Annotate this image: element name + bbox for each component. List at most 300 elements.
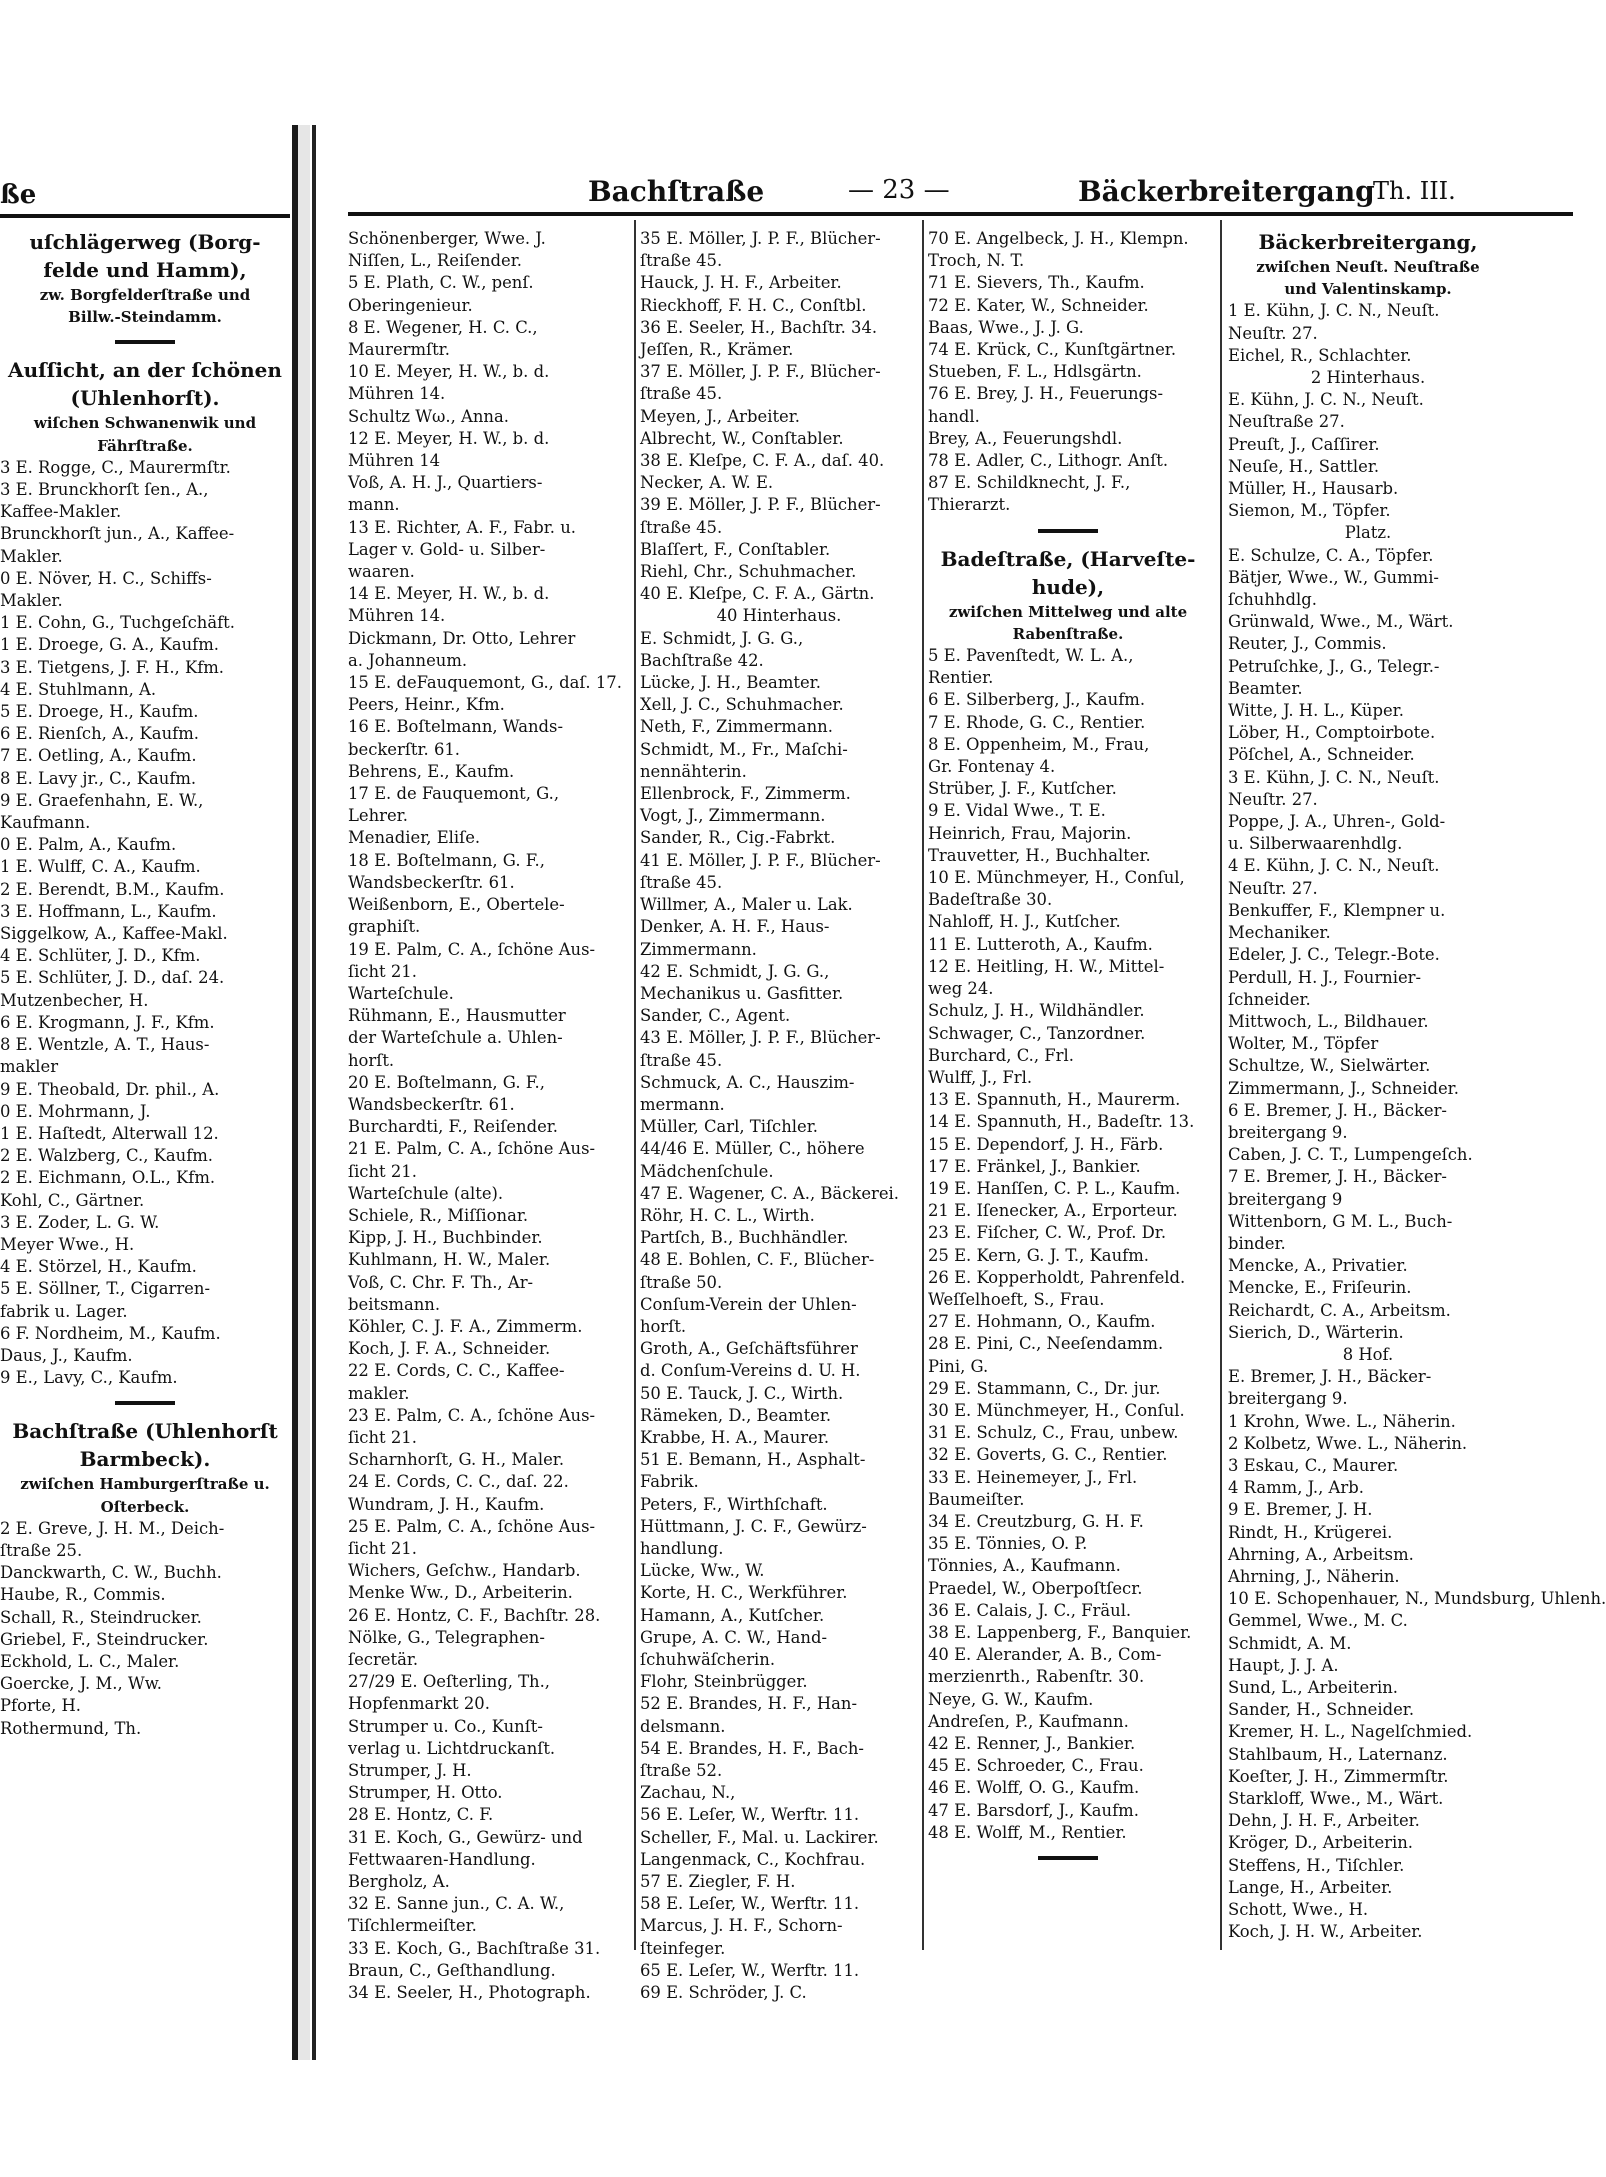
entry-line: 34 E. Creutzburg, G. H. F.: [928, 1511, 1144, 1531]
entry-line: Rämeken, D., Beamter.: [640, 1405, 832, 1425]
entry-line: Siggelkow, A., Kaffee-Makl.: [0, 924, 228, 944]
entry-line: 3 E. Hoffmann, L., Kaufm.: [0, 901, 217, 921]
entry-line: Dehn, J. H. F., Arbeiter.: [1228, 1811, 1420, 1831]
entry-line: Nölke, G., Telegraphen-: [348, 1627, 545, 1647]
entry-line: Köhler, C. J. F. A., Zimmerm.: [348, 1316, 583, 1336]
entry-line: Oberingenieur.: [348, 295, 473, 315]
entry-line: Pini, G.: [928, 1356, 989, 1376]
entry-line: 1 E. Droege, G. A., Kaufm.: [0, 635, 219, 655]
entry-line: Wolter, M., Töpfer: [1228, 1034, 1379, 1054]
right-page: [318, 120, 1606, 2060]
entry-line: ſtraße 52.: [640, 1761, 723, 1781]
entry-line: Schultze, W., Sielwärter.: [1228, 1056, 1431, 1076]
entry-line: 26 E. Kopperholdt, Pahrenfeld.: [928, 1267, 1186, 1287]
entry-line: 23 E. Fiſcher, C. W., Prof. Dr.: [928, 1223, 1167, 1243]
entry-line: Ahrning, A., Arbeitsm.: [1228, 1544, 1414, 1564]
entry-line: Kremer, H. L., Nagelſchmied.: [1228, 1722, 1473, 1742]
entry-line: Schiele, R., Miſſionar.: [348, 1205, 529, 1225]
entry-line: Mühren 14.: [348, 606, 446, 626]
entry-line: Mühren 14.: [348, 384, 446, 404]
entry-line: E. Schmidt, J. G. G.,: [640, 628, 804, 648]
entry-line: E. Kühn, J. C. N., Neuſt.: [1228, 390, 1424, 410]
entry-line: Mädchenſchule.: [640, 1161, 774, 1181]
entry-line: Röhr, H. C. L., Wirth.: [640, 1205, 815, 1225]
entry-line: Albrecht, W., Conſtabler.: [640, 428, 844, 448]
entry-line: 9 E. Bremer, J. H.: [1228, 1500, 1373, 1520]
entry-line: Rothermund, Th.: [0, 1718, 142, 1738]
entry-line: Wulff, J., Frl.: [928, 1067, 1033, 1087]
entry-line: 5 E. Söllner, T., Cigarren-: [0, 1279, 210, 1299]
entry-line: 29 E. Stammann, C., Dr. jur.: [928, 1378, 1161, 1398]
street-range: Billw.-Steindamm.: [68, 308, 222, 327]
entry-line: Schultz Wω., Anna.: [348, 406, 509, 426]
entry-line: 58 E. Leſer, W., Werftr. 11.: [640, 1894, 860, 1914]
column-3: [928, 228, 1208, 1872]
street-range: zwiſchen Mittelweg und alte: [948, 602, 1188, 621]
entry-line: 10 E. Münchmeyer, H., Conſul,: [928, 868, 1185, 888]
entry-line: Burchardti, F., Reiſender.: [348, 1117, 559, 1137]
right-page-edge: [312, 125, 316, 2060]
entry-line: Niſſen, L., Reiſender.: [348, 251, 522, 271]
entry-line: Rindt, H., Krügerei.: [1228, 1522, 1393, 1542]
part-tag: Th. III.: [1373, 177, 1456, 205]
entry-line: 21 E. Iſenecker, A., Erporteur.: [928, 1201, 1178, 1221]
entry-line: Hopfenmarkt 20.: [348, 1694, 490, 1714]
entry-line: Bachſtraße 42.: [640, 650, 764, 670]
entry-line: 52 E. Brandes, H. F., Han-: [640, 1694, 858, 1714]
entry-line: 3 E. Zoder, L. G. W.: [0, 1212, 160, 1232]
entry-line: 4 Ramm, J., Arb.: [1228, 1478, 1364, 1498]
entry-line: 19 E. Hanſſen, C. P. L., Kaufm.: [928, 1178, 1181, 1198]
entry-line: handlung.: [640, 1538, 724, 1558]
street-range: wiſchen Schwanenwik und: [33, 414, 257, 433]
entry-line: Fabrik.: [640, 1472, 699, 1492]
street-range: Oſterbeck.: [100, 1497, 190, 1516]
entry-line: Groth, A., Geſchäftsführer: [640, 1339, 858, 1359]
entry-line: 6 E. Rienſch, A., Kaufm.: [0, 724, 199, 744]
entry-line: 15 E. deFauquemont, G., daſ. 17.: [348, 673, 622, 693]
entry-line: Behrens, E., Kaufm.: [348, 761, 515, 781]
page-header: [348, 175, 1573, 209]
entry-line: Siemon, M., Töpfer.: [1228, 501, 1391, 521]
entry-line: Platz.: [1344, 523, 1392, 543]
entry-line: Pöſchel, A., Schneider.: [1228, 745, 1415, 765]
header-rule: [348, 212, 1573, 216]
entry-line: 56 E. Leſer, W., Werftr. 11.: [640, 1805, 860, 1825]
entry-line: Scharnhorſt, G. H., Maler.: [348, 1450, 565, 1470]
entry-line: Müller, Carl, Tiſchler.: [640, 1117, 818, 1137]
entry-line: Blaſſert, F., Conſtabler.: [640, 539, 831, 559]
entry-line: Lange, H., Arbeiter.: [1228, 1877, 1393, 1897]
entry-line: Petruſchke, J., G., Telegr.-: [1228, 656, 1440, 676]
entry-line: 36 E. Seeler, H., Bachſtr. 34.: [640, 317, 878, 337]
entry-line: breitergang 9: [1228, 1189, 1343, 1209]
entry-line: Burchard, C., Frl.: [928, 1045, 1074, 1065]
entry-line: 2 Hinterhaus.: [1310, 368, 1426, 388]
entry-line: Beamter.: [1228, 678, 1303, 698]
entry-line: Marcus, J. H. F., Schorn-: [640, 1916, 843, 1936]
entry-line: d. Conſum-Vereins d. U. H.: [640, 1361, 861, 1381]
entry-line: Stueben, F. L., Hdlsgärtn.: [928, 362, 1142, 382]
entry-line: Conſum-Verein der Uhlen-: [640, 1294, 857, 1314]
entry-line: 37 E. Möller, J. P. F., Blücher-: [640, 362, 881, 382]
entry-line: Weißenborn, E., Obertele-: [348, 895, 565, 915]
entry-line: Lücke, J. H., Beamter.: [640, 673, 821, 693]
entry-line: u. Silberwaarenhdlg.: [1228, 834, 1403, 854]
entry-line: Rühmann, E., Hausmutter: [348, 1006, 566, 1026]
entry-line: ſtraße 45.: [640, 872, 723, 892]
entry-line: Trauvetter, H., Buchhalter.: [928, 845, 1151, 865]
entry-line: 2 E. Berendt, B.M., Kaufm.: [0, 879, 225, 899]
entry-line: 17 E. Fränkel, J., Bankier.: [928, 1156, 1141, 1176]
entry-line: horſt.: [348, 1050, 395, 1070]
entry-line: Sander, R., Cig.-Fabrkt.: [640, 828, 836, 848]
entry-line: 13 E. Richter, A. F., Fabr. u.: [348, 517, 576, 537]
entry-line: Pforte, H.: [0, 1696, 82, 1716]
entry-line: 9 E. Graefenhahn, E. W.,: [0, 790, 204, 810]
entry-line: 26 E. Hontz, C. F., Bachſtr. 28.: [348, 1605, 601, 1625]
entry-line: Schott, Wwe., H.: [1228, 1900, 1369, 1920]
entry-line: Strumper, J. H.: [348, 1761, 472, 1781]
entry-line: 2 E. Eichmann, O.L., Kfm.: [0, 1168, 216, 1188]
entry-line: Ahrning, J., Näherin.: [1228, 1566, 1400, 1586]
entry-line: Dickmann, Dr. Otto, Lehrer: [348, 628, 576, 648]
street-range: Rabenſtraße.: [1012, 624, 1124, 643]
entry-line: Krabbe, H. A., Maurer.: [640, 1427, 830, 1447]
entry-line: 3 E. Tietgens, J. F. H., Kfm.: [0, 657, 225, 677]
entry-line: 14 E. Spannuth, H., Badeſtr. 13.: [928, 1112, 1195, 1132]
entry-line: 48 E. Wolff, M., Rentier.: [928, 1822, 1127, 1842]
entry-line: Makler.: [0, 546, 63, 566]
entry-line: horſt.: [640, 1316, 687, 1336]
column-divider: [634, 220, 636, 1950]
entry-line: 78 E. Adler, C., Lithogr. Anſt.: [928, 451, 1169, 471]
entry-line: Baumeiſter.: [928, 1489, 1025, 1509]
entry-line: Preuſt, J., Caſſirer.: [1228, 434, 1380, 454]
entry-line: Kröger, D., Arbeiterin.: [1228, 1833, 1414, 1853]
entry-line: ſecretär.: [348, 1650, 419, 1669]
street-heading: Barmbeck).: [79, 1447, 211, 1472]
entry-line: Zimmermann.: [640, 939, 757, 959]
entry-line: nennähterin.: [640, 761, 747, 781]
entry-line: Wandsbeckerſtr. 61.: [348, 872, 515, 892]
entry-line: 76 E. Brey, J. H., Feuerungs-: [928, 384, 1163, 404]
entry-line: beitsmann.: [348, 1294, 441, 1314]
entry-line: 6 E. Krogmann, J. F., Kfm.: [0, 1012, 215, 1032]
entry-line: ſtraße 25.: [0, 1540, 83, 1560]
entry-line: Neuſtraße 27.: [1228, 412, 1345, 432]
entry-line: fabrik u. Lager.: [0, 1301, 128, 1321]
entry-line: 7 E. Rhode, G. C., Rentier.: [928, 712, 1146, 732]
entry-line: Reichardt, C. A., Arbeitsm.: [1228, 1300, 1451, 1320]
street-range: zwiſchen Hamburgerſtraße u.: [20, 1475, 270, 1494]
entry-line: 21 E. Palm, C. A., ſchöne Aus-: [348, 1139, 596, 1159]
entry-line: 44/46 E. Müller, C., höhere: [640, 1139, 865, 1159]
entry-line: Meyen, J., Arbeiter.: [640, 406, 800, 426]
entry-line: ſicht 21.: [348, 1538, 417, 1558]
entry-line: 11 E. Lutteroth, A., Kaufm.: [928, 934, 1153, 954]
entry-line: 9 E., Lavy, C., Kaufm.: [0, 1368, 178, 1388]
entry-line: 42 E. Schmidt, J. G. G.,: [640, 961, 830, 981]
entry-line: Mutzenbecher, H.: [0, 990, 149, 1010]
entry-line: 15 E. Dependorf, J. H., Färb.: [928, 1134, 1164, 1154]
entry-line: 10 E. Meyer, H. W., b. d.: [348, 362, 550, 382]
entry-line: 35 E. Möller, J. P. F., Blücher-: [640, 229, 881, 248]
entry-line: 5 E. Plath, C. W., penſ.: [348, 273, 534, 293]
entry-line: Scheller, F., Mal. u. Lackirer.: [640, 1827, 879, 1847]
entry-line: mann.: [348, 495, 400, 515]
entry-line: ſicht 21.: [348, 961, 417, 981]
street-heading: Bäckerbreitergang,: [1258, 230, 1478, 254]
entry-line: 6 E. Bremer, J. H., Bäcker-: [1228, 1100, 1447, 1120]
street-heading: Bachſtraße (Uhlenhorſt: [12, 1419, 278, 1444]
entry-line: 4 E. Schlüter, J. D., Kfm.: [0, 946, 201, 966]
street-heading: Badeſtraße, (Harveſte-: [940, 546, 1196, 571]
entry-line: Praedel, W., Oberpoſtſecr.: [928, 1578, 1143, 1598]
entry-line: Perdull, H. J., Fournier-: [1228, 967, 1422, 987]
left-page-fragment: [0, 120, 290, 2060]
entry-line: Strumper u. Co., Kunſt-: [348, 1716, 543, 1736]
entry-line: Wundram, J. H., Kaufm.: [348, 1494, 545, 1514]
entry-line: Baas, Wwe., J. J. G.: [928, 317, 1084, 337]
left-header-fragment: ße: [0, 180, 37, 210]
entry-line: 17 E. de Fauquemont, G.,: [348, 784, 560, 804]
entry-line: Mencke, E., Friſeurin.: [1228, 1278, 1412, 1298]
entry-line: Kuhlmann, H. W., Maler.: [348, 1250, 551, 1270]
entry-line: Kaffee-Makler.: [0, 502, 122, 522]
entry-line: Bätjer, Wwe., W., Gummi-: [1228, 567, 1439, 587]
street-heading: felde und Hamm),: [43, 258, 247, 282]
entry-line: beckerſtr. 61.: [348, 739, 461, 759]
street-heading: uſchlägerweg (Borg-: [29, 230, 261, 254]
entry-line: Menke Ww., D., Arbeiterin.: [348, 1583, 573, 1603]
entry-line: 50 E. Tauck, J. C., Wirth.: [640, 1383, 844, 1403]
entry-line: 38 E. Lappenberg, F., Banquier.: [928, 1622, 1192, 1642]
entry-line: 65 E. Leſer, W., Werftr. 11.: [640, 1960, 860, 1980]
entry-line: 33 E. Heinemeyer, J., Frl.: [928, 1467, 1138, 1487]
entry-line: 31 E. Schulz, C., Frau, unbew.: [928, 1423, 1179, 1443]
entry-line: verlag u. Lichtdruckanſt.: [348, 1738, 556, 1758]
entry-line: 1 Krohn, Wwe. L., Näherin.: [1228, 1411, 1456, 1431]
entry-line: Neuſe, H., Sattler.: [1228, 456, 1380, 476]
entry-line: Haupt, J. J. A.: [1228, 1655, 1339, 1675]
entry-line: Willmer, A., Maler u. Lak.: [640, 895, 853, 915]
section-divider: [115, 340, 175, 344]
entry-line: Schmuck, A. C., Hauszim-: [640, 1072, 855, 1092]
entry-line: 12 E. Meyer, H. W., b. d.: [348, 428, 550, 448]
entry-line: Neuſtr. 27.: [1228, 323, 1318, 343]
entry-line: ſtraße 45.: [640, 384, 723, 404]
entry-line: 46 E. Wolff, O. G., Kaufm.: [928, 1778, 1140, 1798]
entry-line: 27/29 E. Oeſterling, Th.,: [348, 1672, 551, 1692]
entry-line: 2 Kolbetz, Wwe. L., Näherin.: [1228, 1433, 1468, 1453]
entry-line: Necker, A. W. E.: [640, 473, 774, 493]
entry-line: 72 E. Kater, W., Schneider.: [928, 295, 1149, 315]
entry-line: 8 E. Wegener, H. C. C.,: [348, 317, 538, 337]
entry-line: ſchuhhdlg.: [1228, 590, 1317, 610]
entry-line: 5 E. Droege, H., Kaufm.: [0, 702, 199, 722]
entry-line: 7 E. Oetling, A., Kaufm.: [0, 746, 197, 766]
entry-line: Müller, H., Hausarb.: [1228, 479, 1399, 499]
book-gutter: [298, 125, 310, 2060]
entry-line: graphiſt.: [348, 917, 421, 937]
entry-line: Braun, C., Geſthandlung.: [348, 1960, 556, 1980]
entry-line: 8 E. Oppenheim, M., Frau,: [928, 734, 1150, 754]
entry-line: 48 E. Bohlen, C. F., Blücher-: [640, 1250, 875, 1270]
entry-line: Andreſen, P., Kaufmann.: [928, 1711, 1129, 1731]
entry-line: 47 E. Barsdorf, J., Kaufm.: [928, 1800, 1139, 1820]
entry-line: 19 E. Palm, C. A., ſchöne Aus-: [348, 939, 596, 959]
entry-line: 27 E. Hohmann, O., Kaufm.: [928, 1312, 1156, 1332]
entry-line: ſtraße 45.: [640, 1050, 723, 1070]
entry-line: Steffens, H., Tiſchler.: [1228, 1855, 1405, 1875]
entry-line: Mencke, A., Privatier.: [1228, 1256, 1408, 1276]
entry-line: Sierich, D., Wärterin.: [1228, 1322, 1404, 1342]
entry-line: Sund, L., Arbeiterin.: [1228, 1678, 1399, 1697]
entry-line: Koch, J. H. W., Arbeiter.: [1228, 1922, 1423, 1942]
entry-line: Kohl, C., Gärtner.: [0, 1190, 145, 1210]
entry-line: 39 E. Möller, J. P. F., Blücher-: [640, 495, 881, 515]
entry-line: Neuſtr. 27.: [1228, 878, 1318, 898]
street-range: Fährſtraße.: [97, 436, 193, 455]
entry-line: 4 E. Störzel, H., Kaufm.: [0, 1257, 197, 1277]
entry-line: ſtraße 45.: [640, 251, 723, 271]
entry-line: 34 E. Seeler, H., Photograph.: [348, 1983, 591, 2003]
entry-line: 13 E. Spannuth, H., Maurerm.: [928, 1090, 1181, 1110]
entry-line: Nahloff, H. J., Kutſcher.: [928, 912, 1121, 932]
column-divider: [922, 220, 924, 1950]
entry-line: Schmidt, M., Fr., Maſchi-: [640, 739, 848, 759]
entry-line: breitergang 9.: [1228, 1122, 1348, 1142]
entry-line: E. Bremer, J. H., Bäcker-: [1228, 1367, 1432, 1387]
entry-line: 2 E. Greve, J. H. M., Deich-: [0, 1518, 225, 1538]
entry-line: 70 E. Angelbeck, J. H., Klempn.: [928, 229, 1189, 248]
entry-line: ſchneider.: [1228, 989, 1311, 1009]
entry-line: Stahlbaum, H., Laternanz.: [1228, 1744, 1448, 1764]
entry-line: makler: [0, 1057, 59, 1077]
entry-line: 6 F. Nordheim, M., Kaufm.: [0, 1323, 221, 1343]
entry-line: 7 E. Bremer, J. H., Bäcker-: [1228, 1167, 1447, 1187]
entry-line: Warteſchule.: [348, 983, 454, 1003]
entry-line: Caben, J. C. T., Lumpengeſch.: [1228, 1145, 1473, 1165]
entry-line: 9 E. Theobald, Dr. phil., A.: [0, 1079, 220, 1099]
section-divider: [115, 1401, 175, 1405]
entry-line: 10 E. Schopenhauer, N., Mundsburg, Uhlenh.: [1228, 1589, 1606, 1609]
entry-line: Griebel, F., Steindrucker.: [0, 1629, 209, 1649]
entry-line: Hamann, A., Kutſcher.: [640, 1605, 825, 1625]
entry-line: Vogt, J., Zimmermann.: [640, 806, 826, 826]
header-left-street: Bachſtraße: [588, 175, 765, 208]
entry-line: Schulz, J. H., Wildhändler.: [928, 1001, 1145, 1021]
entry-line: Korte, H. C., Werkführer.: [640, 1583, 848, 1603]
street-range: zw. Borgfelderſtraße und: [39, 286, 251, 304]
entry-line: 3 E. Rogge, C., Maurermſtr.: [0, 457, 231, 477]
entry-line: Danckwarth, C. W., Buchh.: [0, 1563, 222, 1583]
entry-line: 40 E. Kleſpe, C. F. A., Gärtn.: [640, 584, 875, 604]
entry-line: Schall, R., Steindrucker.: [0, 1607, 202, 1627]
entry-line: Goercke, J. M., Ww.: [0, 1674, 162, 1694]
entry-line: Lehrer.: [348, 806, 408, 826]
entry-line: weg 24.: [928, 979, 994, 999]
section-divider: [1038, 529, 1098, 533]
entry-line: 1 E. Kühn, J. C. N., Neuſt.: [1228, 301, 1440, 321]
entry-line: Daus, J., Kaufm.: [0, 1345, 133, 1365]
entry-line: Warteſchule (alte).: [348, 1183, 504, 1203]
entry-line: ſteinfeger.: [640, 1938, 726, 1958]
entry-line: Schwager, C., Tanzordner.: [928, 1023, 1146, 1043]
entry-line: 25 E. Kern, G. J. T., Kaufm.: [928, 1245, 1149, 1265]
entry-line: 51 E. Bemann, H., Asphalt-: [640, 1450, 866, 1470]
entry-line: 28 E. Pini, C., Neeſendamm.: [928, 1334, 1164, 1354]
entry-line: Gr. Fontenay 4.: [928, 757, 1056, 777]
entry-line: Badeſtraße 30.: [928, 890, 1053, 910]
entry-line: mermann.: [640, 1094, 725, 1114]
entry-line: 14 E. Meyer, H. W., b. d.: [348, 584, 550, 604]
entry-line: Eichel, R., Schlachter.: [1228, 345, 1412, 365]
entry-line: 36 E. Calais, J. C., Fräul.: [928, 1600, 1132, 1620]
entry-line: Flohr, Steinbrügger.: [640, 1672, 808, 1692]
entry-line: Neth, F., Zimmermann.: [640, 717, 833, 737]
entry-line: Mechanikus u. Gasfitter.: [640, 983, 844, 1003]
entry-line: 9 E. Vidal Wwe., T. E.: [928, 801, 1106, 821]
entry-line: Meyer Wwe., H.: [0, 1234, 135, 1254]
entry-line: Partſch, B., Buchhändler.: [640, 1228, 849, 1248]
entry-line: 4 E. Kühn, J. C. N., Neuſt.: [1228, 856, 1440, 876]
entry-line: Koch, J. F. A., Schneider.: [348, 1339, 551, 1359]
entry-line: Weſſelhoeft, S., Frau.: [928, 1289, 1105, 1309]
column-1: [348, 228, 633, 2004]
entry-line: ſchuhwäſcherin.: [640, 1650, 776, 1669]
entry-line: 42 E. Renner, J., Bankier.: [928, 1734, 1136, 1753]
entry-line: ſtraße 45.: [640, 517, 723, 537]
entry-line: 5 E. Schlüter, J. D., daſ. 24.: [0, 968, 225, 988]
entry-line: Bergholz, A.: [348, 1872, 450, 1892]
entry-line: 71 E. Sievers, Th., Kaufm.: [928, 273, 1145, 293]
entry-line: 25 E. Palm, C. A., ſchöne Aus-: [348, 1516, 596, 1536]
entry-line: 31 E. Koch, G., Gewürz- und: [348, 1827, 583, 1847]
entry-line: Poppe, J. A., Uhren-, Gold-: [1228, 812, 1446, 832]
entry-line: Benkuffer, F., Klempner u.: [1228, 900, 1446, 920]
entry-line: Lücke, Ww., W.: [640, 1561, 765, 1581]
entry-line: Jeſſen, R., Krämer.: [640, 340, 794, 360]
entry-line: Heinrich, Frau, Majorin.: [928, 823, 1132, 843]
entry-line: Strumper, H. Otto.: [348, 1783, 503, 1803]
entry-line: Strüber, J. F., Kutſcher.: [928, 779, 1117, 799]
street-heading: hude),: [1031, 574, 1105, 599]
entry-line: 1 E. Haſtedt, Alterwall 12.: [0, 1123, 219, 1143]
street-heading: (Uhlenhorſt).: [70, 386, 220, 411]
entry-line: Koeſter, J. H., Zimmermſtr.: [1228, 1766, 1449, 1786]
entry-line: 57 E. Ziegler, F. H.: [640, 1872, 796, 1892]
entry-line: Menadier, Eliſe.: [348, 828, 481, 848]
entry-line: Edeler, J. C., Telegr.-Bote.: [1228, 945, 1440, 965]
entry-line: Löber, H., Comptoirbote.: [1228, 723, 1436, 743]
entry-line: Riehl, Chr., Schuhmacher.: [640, 562, 857, 582]
entry-line: Troch, N. T.: [928, 251, 1025, 271]
entry-line: 23 E. Palm, C. A., ſchöne Aus-: [348, 1405, 596, 1425]
entry-line: 40 Hinterhaus.: [716, 606, 842, 626]
entry-line: delsmann.: [640, 1716, 726, 1736]
entry-line: 1 E. Wulff, C. A., Kaufm.: [0, 857, 201, 877]
entry-line: 8 Hof.: [1342, 1344, 1394, 1364]
entry-line: 3 Eskau, C., Maurer.: [1228, 1455, 1399, 1475]
entry-line: Reuter, J., Commis.: [1228, 634, 1387, 654]
entry-line: 32 E. Sanne jun., C. A. W.,: [348, 1894, 565, 1914]
entry-line: Eckhold, L. C., Maler.: [0, 1651, 180, 1671]
entry-line: 45 E. Schroeder, C., Frau.: [928, 1756, 1144, 1776]
entry-line: Starkloff, Wwe., M., Wärt.: [1228, 1789, 1444, 1809]
entry-line: Lager v. Gold- u. Silber-: [348, 539, 546, 559]
